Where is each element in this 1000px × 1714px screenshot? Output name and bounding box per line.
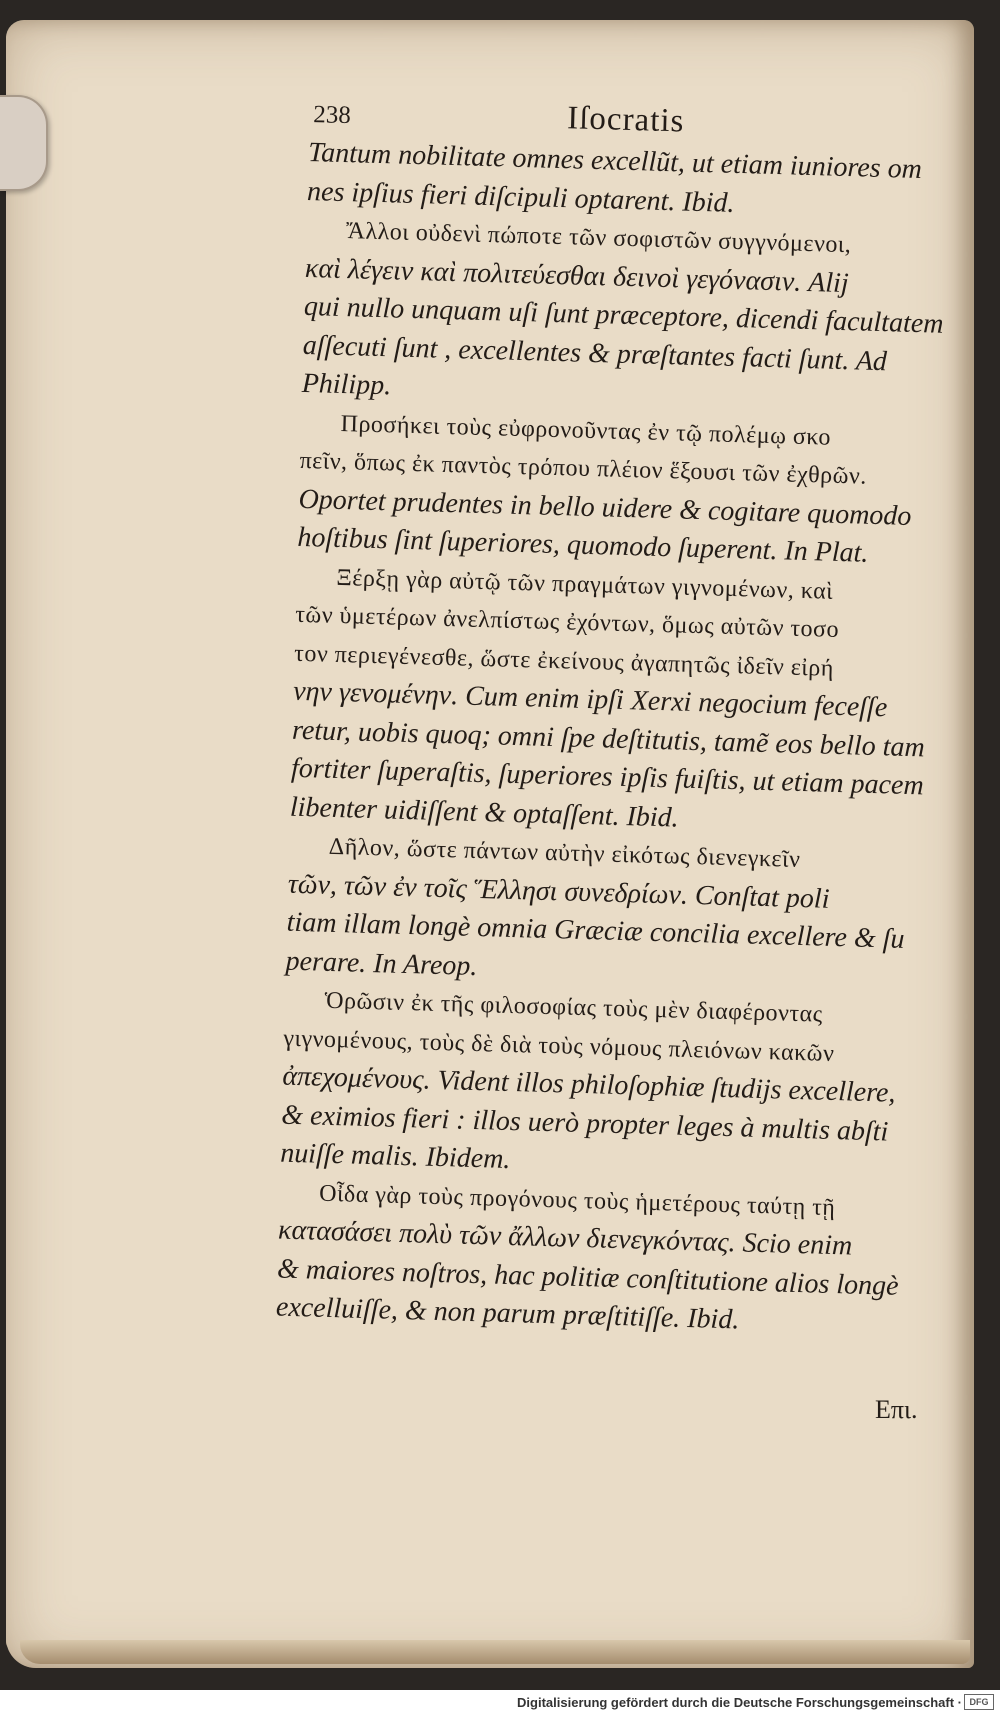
- greek-line: Οἶδα γὰρ τοὺς προγόνους τοὺς ἡμετέρους ταύτῃ τῇ: [318, 1180, 836, 1221]
- text-line: nuiſſe malis. Ibidem.: [279, 1137, 511, 1176]
- text-line: libenter uidiſſent & optaſſent. Ibid.: [289, 791, 680, 834]
- page-text-block: [275, 90, 949, 1345]
- paragraph: [297, 403, 941, 575]
- footer-credit: Digitalisierung gefördert durch die Deutsche Forschungsgemeinschaft ·: [517, 1695, 962, 1710]
- text-line: perare. In Areop.: [285, 945, 478, 982]
- bookmark-tab: [0, 95, 48, 191]
- running-title: Iſocratis: [566, 100, 685, 140]
- text-line: τῶν, τῶν ἐν τοῖς Ἕλλησι συνεδρίων. Conſtat poli: [287, 868, 830, 915]
- catchword: Επι.: [875, 1395, 918, 1424]
- text-line: hoſtibus ſint ſuperiores, quomodo ſuperent. In Plat.: [297, 521, 869, 569]
- greek-line: Προσήκει τοὺς εὐφρονοῦντας ἐν τῷ πολέμῳ σκο: [340, 410, 832, 451]
- text-line: & eximios fieri : illos uerò propter leges à multis abſti: [280, 1099, 889, 1148]
- text-line: tiam illam longè omnia Græciæ concilia excellere & ſu: [286, 906, 905, 955]
- text-line: Philipp.: [301, 367, 392, 402]
- paragraph: [301, 211, 946, 421]
- text-line: excelluiſſe, & non parum præſtitiſſe. Ibid.: [275, 1291, 740, 1336]
- text-line: qui nullo unquam uſi ſunt præceptore, dicendi facultatem: [303, 290, 944, 340]
- text-line: ἀπεχομένους. Vident illos philoſophiæ ſtudijs excellere,: [282, 1060, 896, 1109]
- greek-line: τῶν ὑμετέρων ἀνελπίστως ἐχόντων, ὅμως αὐτῶν τοσο: [294, 601, 840, 643]
- text-line: καὶ λέγειν καὶ πολιτεύεσθαι δεινοὶ γεγόνασιν. Alij: [304, 252, 850, 299]
- text-line: Tantum nobilitate omnes excellũt, ut etiam iuniores om: [307, 136, 923, 186]
- greek-line: Ἄλλοι οὐδενὶ πώποτε τῶν σοφιστῶν συγγνόμενοι,: [345, 218, 852, 259]
- greek-line: τον περιεγένεσθε, ὥστε ἐκείνους ἀγαπητῶς ἰδεῖν εἰρή: [293, 640, 835, 682]
- dfg-logo: DFG: [964, 1694, 994, 1710]
- greek-line: Ὁρῶσιν ἐκ τῆς φιλοσοφίας τοὺς μὲν διαφέροντας: [324, 987, 824, 1028]
- text-line: nes ipſius fieri diſcipuli optarent. Ibid.: [306, 175, 735, 219]
- page-number: 238: [312, 101, 352, 130]
- paragraph: [275, 1173, 919, 1345]
- text-line: νην γενομένην. Cum enim ipſi Xerxi negocium feceſſe: [292, 675, 888, 724]
- greek-line: πεῖν, ὅπως ἐκ παντὸς τρόπου πλέιον ἕξουσι τῶν ἐχθρῶν.: [299, 447, 868, 490]
- digitization-footer: [0, 1690, 1000, 1714]
- text-line: retur, uobis quoq; omni ſpe deſtitutis, tamẽ eos bello tam: [291, 714, 926, 763]
- paragraph: [285, 827, 929, 999]
- greek-line: Δῆλον, ὥστε πάντων αὐτὴν εἰκότως διενεγκεῖν: [328, 833, 801, 873]
- text-line: Oportet prudentes in bello uidere & cogitare quomodo: [298, 483, 912, 532]
- text-line: & maiores noſtros, hac politiæ conſtitutione alios longè: [276, 1253, 899, 1302]
- text-line: fortiter ſuperaſtis, ſuperiores ipſis fuiſtis, ut etiam pacem: [290, 752, 925, 802]
- paragraph: [280, 981, 925, 1191]
- page-edge-bottom: [20, 1640, 970, 1664]
- text-line: aſſecuti ſunt , excellentes & præſtantes facti ſunt. Ad: [302, 329, 888, 377]
- paragraph: [289, 557, 936, 844]
- greek-line: Ξέρξῃ γὰρ αὐτῷ τῶν πραγμάτων γιγνομένων, καὶ: [336, 564, 834, 605]
- greek-line: γιγνομένους, τοὺς δὲ διὰ τοὺς νόμους πλειόνων κακῶν: [283, 1025, 835, 1067]
- text-line: κατασάσει πολὺ τῶν ἄλλων διενεγκόντας. Scio enim: [277, 1214, 853, 1262]
